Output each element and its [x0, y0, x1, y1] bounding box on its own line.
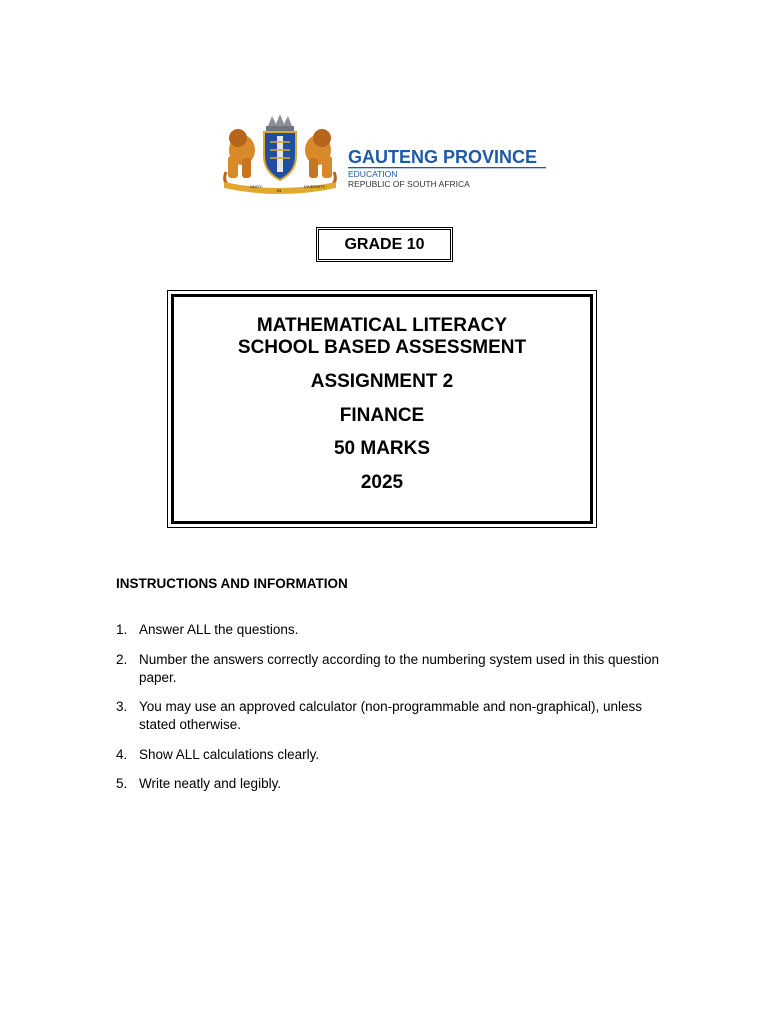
instructions-heading: INSTRUCTIONS AND INFORMATION	[116, 576, 348, 591]
total-marks: 50 MARKS	[333, 438, 431, 459]
right-lion-icon	[305, 129, 335, 186]
item-text: Write neatly and legibly.	[139, 776, 282, 791]
title-box	[167, 290, 597, 528]
item-number: 3.	[116, 699, 128, 714]
svg-text:UNITY: UNITY	[250, 184, 262, 189]
country-name: REPUBLIC OF SOUTH AFRICA	[348, 179, 470, 189]
item-number: 2.	[116, 652, 128, 667]
item-number: 5.	[116, 776, 128, 791]
topic: FINANCE	[339, 405, 425, 426]
item-text: Show ALL calculations clearly.	[139, 747, 320, 762]
item-number: 4.	[116, 747, 128, 762]
svg-text:DIVERSITY: DIVERSITY	[304, 184, 326, 189]
subject-title: MATHEMATICAL LITERACY	[256, 315, 508, 336]
svg-text:IN: IN	[277, 188, 281, 193]
left-lion-icon	[225, 129, 255, 186]
item-text: Answer ALL the questions.	[139, 622, 299, 637]
year: 2025	[360, 472, 404, 493]
grade-label: GRADE 10	[344, 236, 425, 253]
item-number: 1.	[116, 622, 128, 637]
assignment-number: ASSIGNMENT 2	[310, 371, 454, 392]
item-text: Number the answers correctly according to the numbering system used in this question paper.	[139, 652, 660, 685]
item-text: You may use an approved calculator (non-programmable and non-graphical), unless stated otherwise.	[139, 699, 643, 732]
coat-of-arms-icon	[220, 112, 550, 194]
grade-box	[316, 227, 453, 262]
org-name: GAUTENG PROVINCE	[348, 147, 538, 167]
assessment-type: SCHOOL BASED ASSESSMENT	[237, 337, 527, 358]
dept-name: EDUCATION	[348, 169, 398, 179]
gauteng-logo	[220, 112, 550, 194]
